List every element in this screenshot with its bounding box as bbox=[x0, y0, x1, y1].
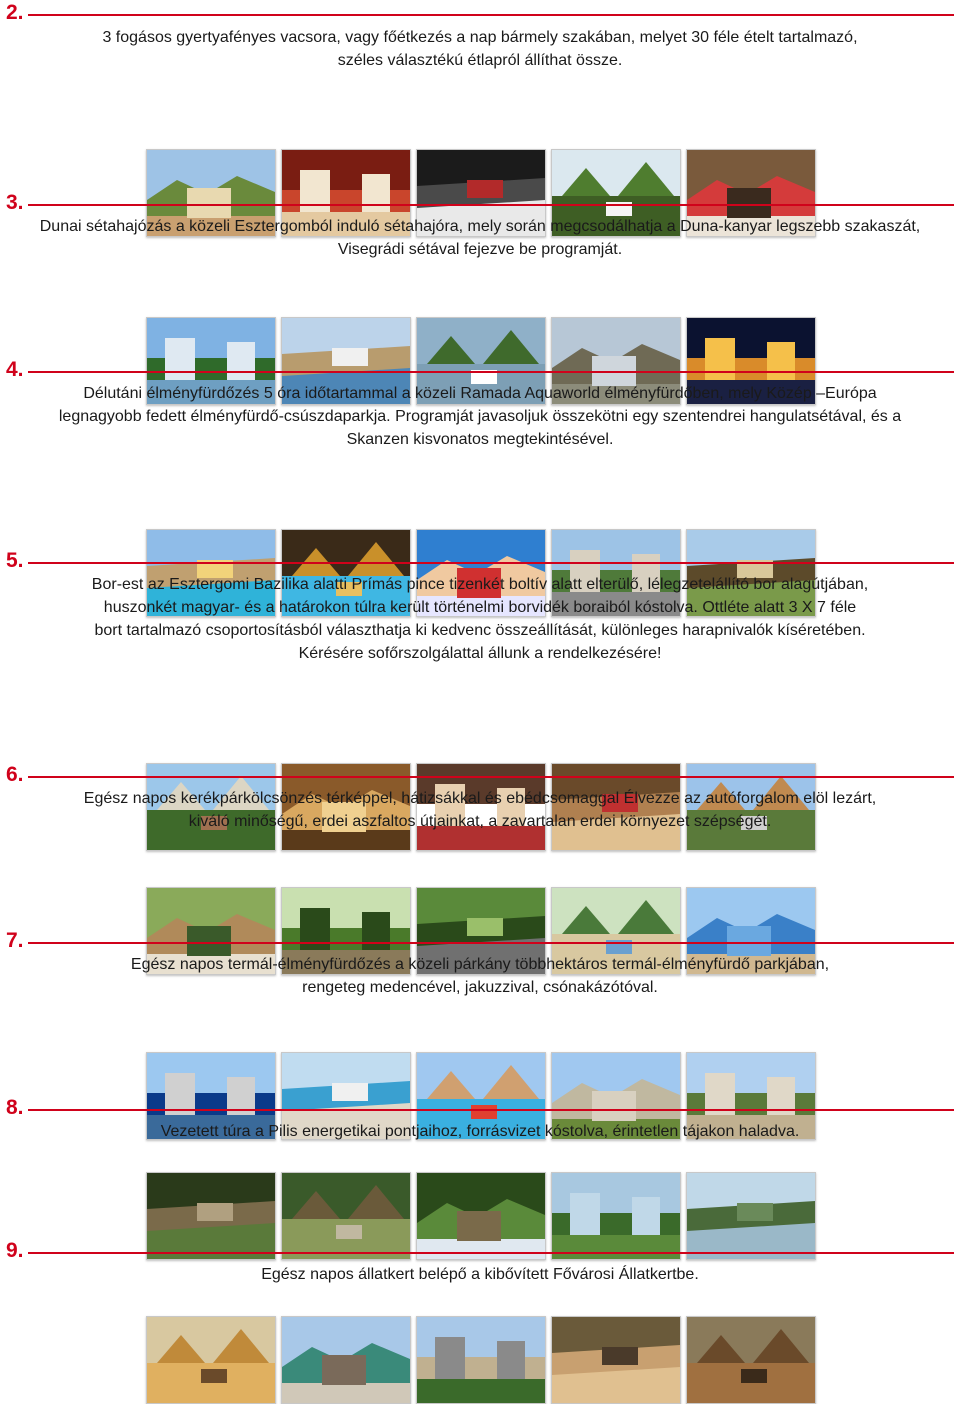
section-number: 5. bbox=[6, 549, 24, 572]
description-line: Délutáni élményfürdőzés 5 óra időtartammal a közeli Ramada Aquaworld élményfürdőben, mely Közép –Európa bbox=[83, 385, 877, 402]
section-number: 7. bbox=[6, 929, 24, 952]
elephant-house-photo bbox=[281, 1316, 411, 1404]
description-line: Vezetett túra a Pilis energetikai pontjaihoz, forrásvizet kóstolva, érintetlen tájakon haladva. bbox=[160, 1123, 800, 1140]
program-description bbox=[10, 1120, 950, 1143]
section-divider bbox=[28, 204, 954, 206]
description-line: bort tartalmazó csoportosításból választhatja ki kedvenc összeállítását, különleges harapnivalók kíséretében. bbox=[94, 622, 866, 639]
description-line: széles választékú étlapról állíthat össze. bbox=[337, 52, 623, 69]
section-number: 4. bbox=[6, 358, 24, 381]
section-divider bbox=[28, 562, 954, 564]
section-number: 2. bbox=[6, 1, 24, 24]
section-divider bbox=[28, 776, 954, 778]
section-divider bbox=[28, 1109, 954, 1111]
description-line: Bor-est az Esztergomi Bazilika alatti Prímás pince tizenkét boltív alatt elterülő, lélegzetelállító bor alagútjában, bbox=[91, 576, 869, 593]
section-divider bbox=[28, 371, 954, 373]
description-line: kiváló minőségű, erdei aszfaltos útjainkat, a zavartalan erdei környezet szépségét. bbox=[188, 813, 772, 830]
giraffes-photo bbox=[146, 1316, 276, 1404]
program-description bbox=[10, 787, 950, 833]
description-line: Visegrádi sétával fejezve be programját. bbox=[337, 241, 623, 258]
lions-photo bbox=[551, 1316, 681, 1404]
section-divider bbox=[28, 14, 954, 16]
description-line: Kérésére sofőrszolgálattal állunk a rendelkezésére! bbox=[298, 645, 662, 662]
section-number: 8. bbox=[6, 1096, 24, 1119]
program-description bbox=[10, 26, 950, 72]
zoo-entrance-photo bbox=[416, 1316, 546, 1404]
section-number: 9. bbox=[6, 1239, 24, 1262]
program-description bbox=[10, 382, 950, 451]
brown-bear-photo bbox=[686, 1316, 816, 1404]
section-number: 3. bbox=[6, 191, 24, 214]
description-line: huszonkét magyar- és a határokon túlra került történelmi borvidék boraiból kóstolva. Ottléte alatt 3 X 7 féle bbox=[103, 599, 857, 616]
description-line: Egész napos kerékpárkölcsönzés térképpel, hátizsákkal és ebédcsomaggal Élvezze az autóforgalom elöl lezárt, bbox=[83, 790, 877, 807]
program-description bbox=[10, 573, 950, 665]
description-line: rengeteg medencével, jakuzzival, csónakázótóval. bbox=[302, 979, 658, 996]
section-number: 6. bbox=[6, 763, 24, 786]
description-line: Egész napos termál-élményfürdőzés a közeli párkány többhektáros termál-élményfürdő parkjában, bbox=[130, 956, 830, 973]
photo-strip bbox=[146, 1316, 816, 1404]
description-line: Egész napos állatkert belépő a kibővített Fővárosi Állatkertbe. bbox=[261, 1266, 699, 1283]
section-divider bbox=[28, 1252, 954, 1254]
description-line: 3 fogásos gyertyafényes vacsora, vagy főétkezés a nap bármely szakában, melyet 30 féle ételt tartalmazó, bbox=[102, 29, 858, 46]
program-description bbox=[10, 1263, 950, 1286]
description-line: legnagyobb fedett élményfürdő-csúszdaparkja. Programját javasoljuk összekötni egy szentendrei hangulatsétával, és a bbox=[58, 408, 902, 425]
description-line: Skanzen kisvonatos megtekintésével. bbox=[346, 431, 614, 448]
program-description bbox=[10, 215, 950, 261]
program-description bbox=[10, 953, 950, 999]
section-divider bbox=[28, 942, 954, 944]
description-line: Dunai sétahajózás a közeli Esztergomból induló sétahajóra, mely során megcsodálhatja a Duna-kanyar legszebb szakaszát, bbox=[39, 218, 921, 235]
